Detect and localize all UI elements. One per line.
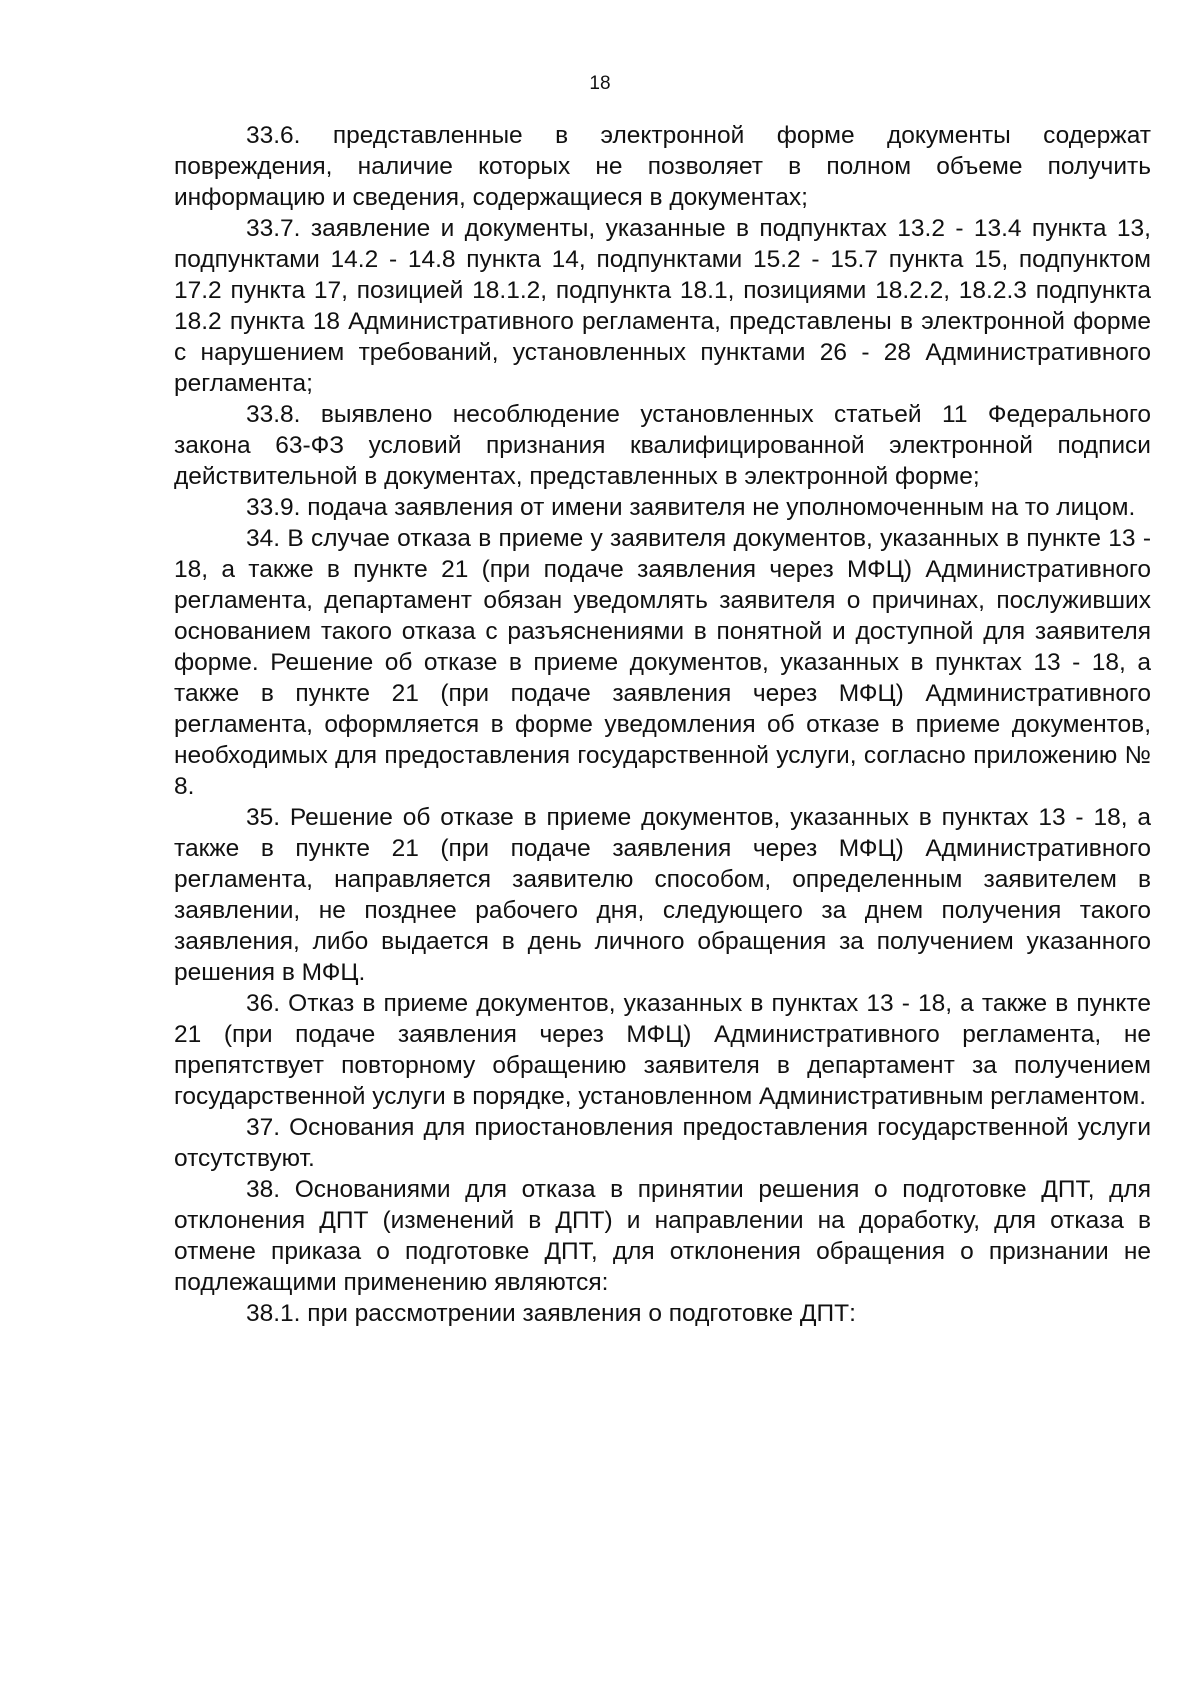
page-number: 18	[589, 73, 611, 94]
paragraph-33-9: 33.9. подача заявления от имени заявителя не уполномоченным на то лицом.	[246, 494, 1136, 521]
paragraph-38-1: 38.1. при рассмотрении заявления о подготовке ДПТ:	[246, 1300, 856, 1327]
paragraph-34: 34. В случае отказа в приеме у заявителя документов, указанных в пункте 13 - 18, а также в пункте 21 (при подаче заявления через МФЦ) Административного регламента, департамент обязан уведомлять заявителя о причинах, послуживших основанием такого отказа с разъяснениями в понятной и доступной для заявителя форме. Решение об отказе в приеме документов, указанных в пунктах 13 - 18, а также в пункте 21 (при подаче заявления через МФЦ) Административного регламента, оформляется в форме уведомления об отказе в приеме документов, необходимых для предоставления государственной услуги, согласно приложению № 8.	[174, 525, 1151, 800]
paragraph-36: 36. Отказ в приеме документов, указанных в пунктах 13 - 18, а также в пункте 21 (при подаче заявления через МФЦ) Административного регламента, не препятствует повторному обращению заявителя в департамент за получением государственной услуги в порядке, установленном Административным регламентом.	[174, 990, 1151, 1110]
paragraph-33-8: 33.8. выявлено несоблюдение установленных статьей 11 Федерального закона 63-ФЗ условий признания квалифицированной электронной подписи действительной в документах, представленных в электронной форме;	[174, 401, 1151, 490]
document-body	[174, 120, 1151, 1329]
paragraph-37: 37. Основания для приостановления предоставления государственной услуги отсутствуют.	[174, 1114, 1151, 1172]
paragraph-38: 38. Основаниями для отказа в принятии решения о подготовке ДПТ, для отклонения ДПТ (изменений в ДПТ) и направлении на доработку, для отказа в отмене приказа о подготовке ДПТ, для отклонения обращения о признании не подлежащими применению являются:	[174, 1176, 1151, 1296]
paragraph-33-6: 33.6. представленные в электронной форме документы содержат повреждения, наличие которых не позволяет в полном объеме получить информацию и сведения, содержащиеся в документах;	[174, 122, 1151, 211]
paragraph-35: 35. Решение об отказе в приеме документов, указанных в пунктах 13 - 18, а также в пункте 21 (при подаче заявления через МФЦ) Административного регламента, направляется заявителю способом, определенным заявителем в заявлении, не позднее рабочего дня, следующего за днем получения такого заявления, либо выдается в день личного обращения за получением указанного решения в МФЦ.	[174, 804, 1151, 986]
paragraph-33-7: 33.7. заявление и документы, указанные в подпунктах 13.2 - 13.4 пункта 13, подпунктами 14.2 - 14.8 пункта 14, подпунктами 15.2 - 15.7 пункта 15, подпунктом 17.2 пункта 17, позицией 18.1.2, подпункта 18.1, позициями 18.2.2, 18.2.3 подпункта 18.2 пункта 18 Административного регламента, представлены в электронной форме с нарушением требований, установленных пунктами 26 - 28 Административного регламента;	[174, 215, 1151, 397]
